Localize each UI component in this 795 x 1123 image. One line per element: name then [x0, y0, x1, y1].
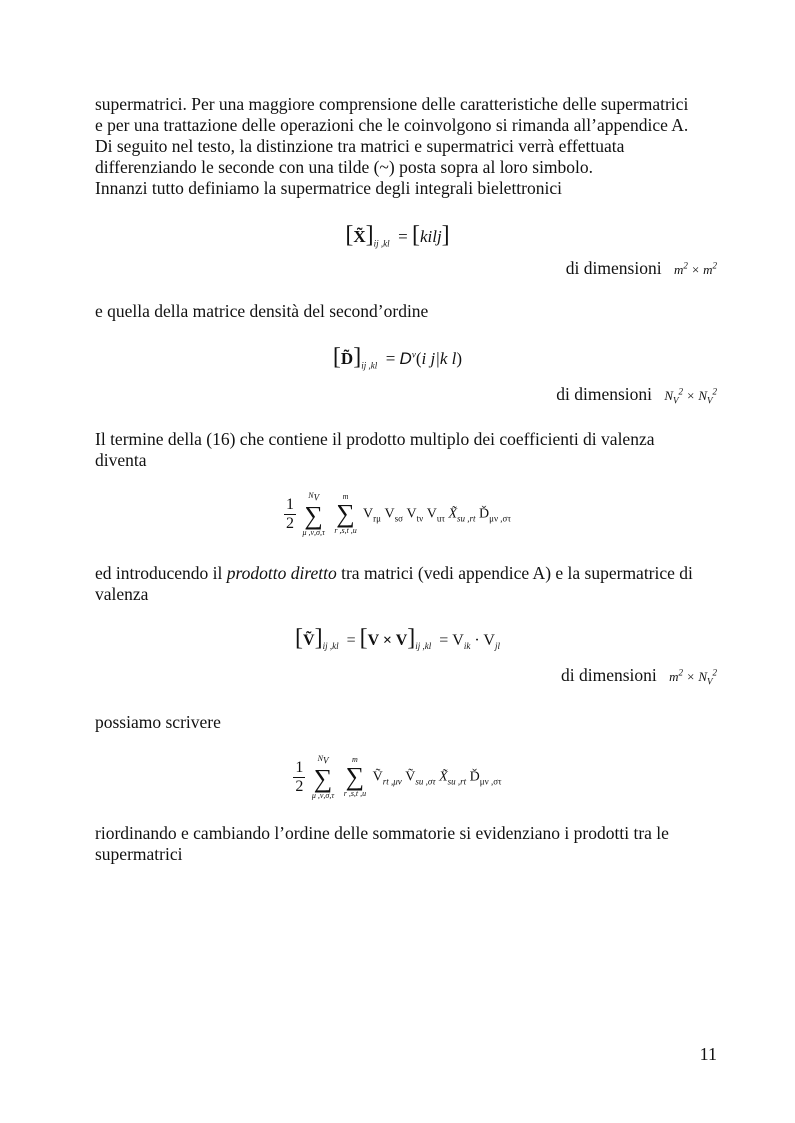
dimension-label: di dimensioni: [565, 258, 662, 278]
text-line: diventa: [95, 450, 147, 470]
eq-rhs: i j|k l: [421, 349, 457, 368]
text-line: riordinando e cambiando l’ordine delle sommatorie si evidenziano i prodotti tra le: [95, 823, 669, 843]
supermatrix-v-symbol: Ṽ: [303, 632, 315, 649]
equation-density: $[D̃]_{ij ,kl} = D^v(i$ j|k l): [332, 344, 463, 371]
dimension-label: di dimensioni: [556, 384, 652, 404]
emphasis-text: prodotto diretto: [226, 563, 337, 583]
text-line: supermatrici. Per una maggiore comprensione delle caratteristiche delle supermatrici: [95, 94, 689, 114]
equation-integrals: $[X̃]_{ij ,kl}$ = [kilj]: [345, 222, 450, 249]
equation-supermatrix-sum: $\frac{1}{2}$ $N_V$ ∑ μ ,ν,σ,τ m ∑ r ,s,t ,u Ṽ$_{rt ,\mu\nu}$ Ṽ$_{su ,\sigma\tau}$ $X̃_{su ,rt}$ $Ď_{\mu\nu ,\sigma\tau}$: [295, 754, 502, 800]
paragraph-density: [95, 301, 717, 322]
text-line: ed introducendo il prodotto diretto tra matrici (vedi appendice A) e la supermatrice di: [95, 563, 693, 583]
eq-subscript: ij ,kl: [361, 360, 378, 371]
dimension-line: di dimensioni $m^2 \times m^2$: [565, 258, 717, 278]
text-line: e quella della matrice densità del second’ordine: [95, 301, 429, 321]
text-line: supermatrici: [95, 844, 183, 864]
text-line: possiamo scrivere: [95, 712, 221, 732]
dimension-line: di dimensioni $m^2 \times N_V^2$: [561, 665, 717, 687]
equation-valence: $[Ṽ]_{ij ,kl} = [V \times V]_{ij ,kl} = V_{ik} \cdot V_{jl}$: [295, 625, 500, 652]
text-line: e per una trattazione delle operazioni che le coinvolgono si rimanda all’appendice A.: [95, 115, 689, 135]
supermatrix-x-symbol: X̃: [353, 227, 366, 246]
dimension-line: di dimensioni $N_V^2 \times N_V^2$: [556, 384, 717, 406]
text-line: Il termine della (16) che contiene il prodotto multiplo dei coefficienti di valenza: [95, 429, 655, 449]
paragraph-term: [95, 429, 717, 471]
paragraph-reorder: [95, 823, 717, 865]
dimension-label: di dimensioni: [561, 665, 657, 685]
text-line: differenziando le seconde con una tilde (~) posta sopra al loro simbolo.: [95, 157, 594, 177]
text-line: Innanzi tutto definiamo la supermatrice degli integrali bielettronici: [95, 178, 562, 198]
paragraph-write: [95, 712, 717, 733]
supermatrix-d-symbol: D̃: [340, 349, 354, 368]
density-symbol: D: [399, 349, 412, 368]
page-number: 11: [699, 1044, 717, 1064]
equation-sum-product: $\frac{1}{2}$ $N_V$ ∑ μ ,ν,σ,τ m ∑ r ,s,t ,u $V_{r\mu}$ $V_{s\sigma}$ $V_{t\nu}$ $V_{u\tau}$ $X̃_{su ,rt}$ $Ď_{\mu\nu ,\sigma\tau}$: [285, 491, 512, 537]
eq-rhs: kilj: [419, 227, 442, 246]
eq-subscript: ij ,kl: [373, 238, 390, 249]
paragraph-intro: [95, 94, 717, 199]
paragraph-direct-product: [95, 563, 717, 605]
text-line: valenza: [95, 584, 149, 604]
text-line: Di seguito nel testo, la distinzione tra matrici e supermatrici verrà effettuata: [95, 136, 625, 156]
